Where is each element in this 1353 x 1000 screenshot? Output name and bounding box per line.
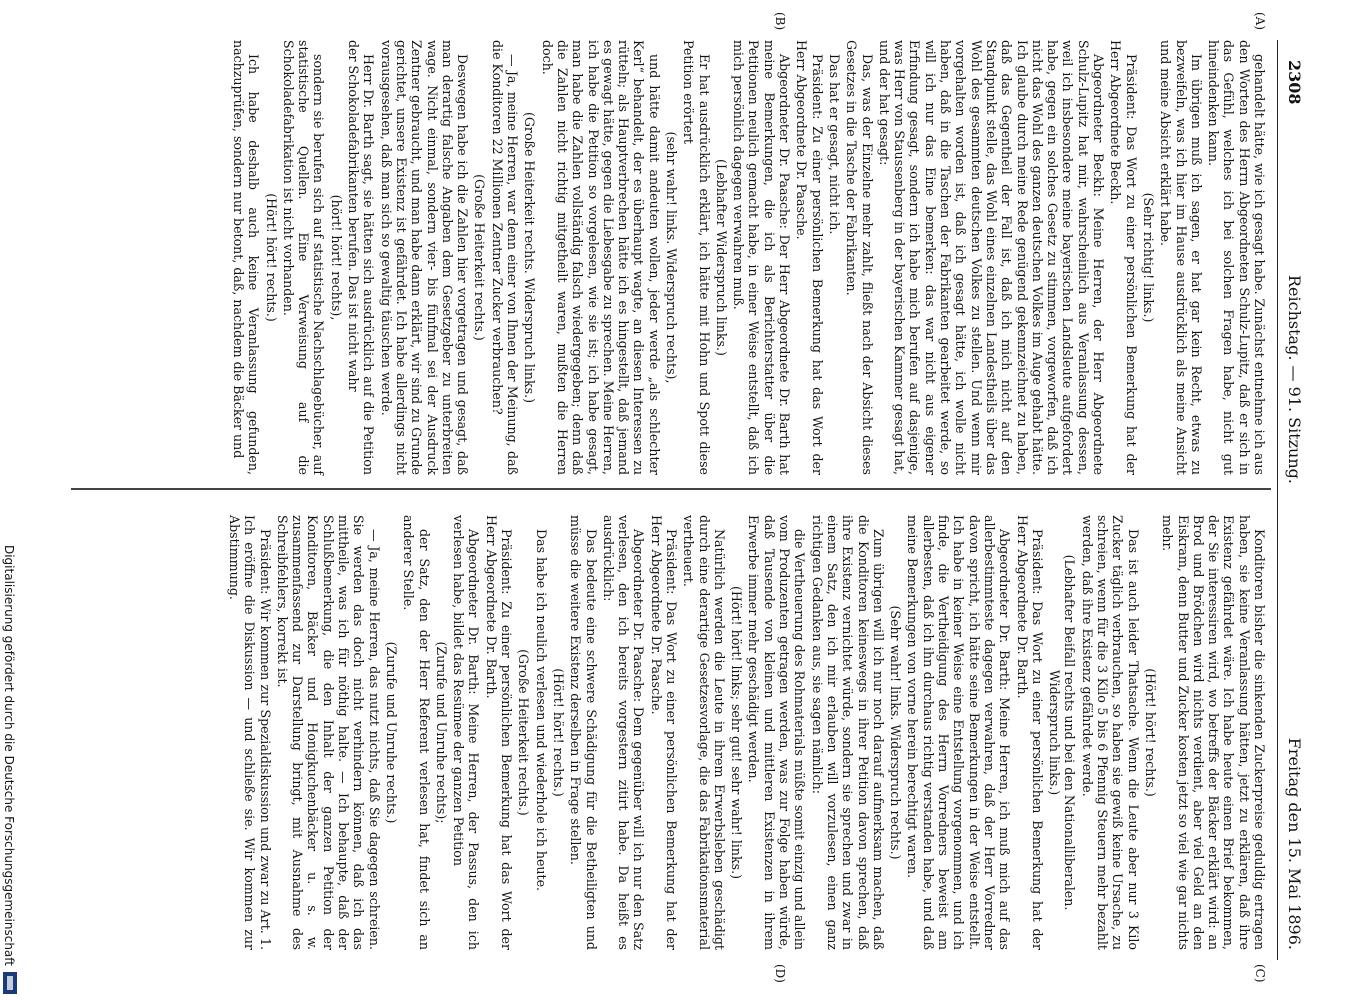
interjection: (Hört! hört! links; sehr gut! sehr wahr! links.) bbox=[729, 585, 745, 880]
interjection: (Hört! hört! rechts.) bbox=[550, 668, 566, 797]
paragraph: Herr Dr. Barth sagt, sie hätten sich ausdrücklich auf die Petition der Schokoladefabrikanten berufen. Das ist nicht wahr bbox=[346, 40, 377, 475]
paragraph: Konditoren bisher die sinkenden Zuckerpreise geduldig ertragen haben, sie keine Veranlassung hätten, jetzt zu erklären, daß ihre Existenz gefährdet wäre. Ich habe heute einen Brief bekommen, der Sie interessiren wird, wo betreffs der Bäcker erklärt wird: an Brod und Brödchen wird nichts verdient, aber viel Geld an den Eiskram, denn Butter und Zucker kosten jetzt so viel wie gar nichts mehr. bbox=[1160, 515, 1267, 950]
paragraph: Das hat er gesagt, nicht ich. bbox=[826, 54, 842, 235]
paragraph: — Ja, meine Herren, war denn einer von Ihnen der Meinung, daß die Konditoren 22 Millionen Zentner Zucker verbrauchen? bbox=[489, 40, 521, 475]
paragraph: Zum übrigen will ich nur noch darauf aufmerksam machen, daß die Konditoren keineswegs in ihrer Petition davon sprechen, daß ihre Existenz vernichtet würde, sondern sie sprechen und zwar in einem Satz, den ich mir erlauben will vorzulesen, einen ganz richtigen Gedanken aus, sie sagen nämlich: bbox=[809, 515, 886, 950]
paragraph: gehandelt hätte, wie ich gesagt habe. Zunächst entnehme ich aus den Worten des Herrn Abgeordneten Schulz-Lupitz, daß er sich in das Gefühl, welches ich bei solchen Fragen habe, nicht gut hineindenken kann. bbox=[1206, 40, 1267, 475]
margin-marker-d: (D) bbox=[773, 964, 787, 983]
paragraph: Präsident: Das Wort zu einer persönlichen Bemerkung hat der Herr Abgeordnete Dr. Barth. bbox=[1014, 515, 1045, 950]
paragraph: Abgeordneter Dr. Barth: Meine Herren, ich muß mich auf das allerbestimmteste dagegen verwahren, daß der Herr Vorredner davon spricht, ich hätte seine Bemerkungen in der Weise entstellt. Ich habe in keiner Weise eine Entstellung vorgenommen, und ich finde, die Vertheidigung des Herrn Vorredners beweist am allerbesten, daß ich ihn durchaus richtig verstanden habe, und daß meine Bemerkungen von vorne herein berechtigt waren. bbox=[905, 515, 1013, 950]
paragraph: Ich habe deshalb auch keine Veranlassung gefunden, nachzuprüfen, sondern nur betont, daß, nachdem die Bäcker und bbox=[231, 40, 262, 475]
interjection: (Hört! hört! rechts.) bbox=[263, 193, 279, 322]
paragraph: Präsident: Das Wort zu einer persönlichen Bemerkung hat der Herr Abgeordnete Beckh. bbox=[1108, 40, 1139, 475]
interjection: (Zurufe und Unruhe rechts.) bbox=[383, 641, 399, 824]
paragraph: Präsident: Das Wort zu einer persönlichen Bemerkung hat der Herr Abgeordnete Dr. Paasche. bbox=[648, 515, 680, 950]
interjection: (Große Heiterkeit rechts.) bbox=[472, 174, 488, 341]
paragraph: Abgeordneter Dr. Paasche: Dem gegenüber will ich nur den Satz verlesen, den ich bereits vorgestern zitirt habe. Da heißt es ausdrücklich: bbox=[600, 515, 647, 950]
paragraph: der Satz, den der Herr Referent verlesen hat, findet sich an anderer Stelle. bbox=[401, 515, 432, 950]
interjection: (Zurufe und Unruhe rechts); bbox=[433, 641, 449, 824]
margin-marker-c: (C) bbox=[1253, 964, 1267, 983]
column-divider bbox=[71, 488, 1271, 490]
digitization-credit: Digitalisierung gefördert durch die Deutsche Forschungsgemeinschaft bbox=[2, 544, 16, 966]
interjection: (Sehr wahr! links. Widerspruch rechts.) bbox=[888, 605, 904, 860]
interjection: (Große Heiterkeit rechts.) bbox=[516, 649, 532, 816]
page-number: 2308 bbox=[1285, 60, 1304, 105]
margin-marker-a: (A) bbox=[1253, 12, 1267, 31]
interjection: (Hört! hört! rechts.) bbox=[1142, 668, 1158, 797]
page-footer bbox=[0, 0, 18, 1000]
interjection: (Lebhafter Beifall rechts und bei den Nationalliberalen. Widerspruch links.) bbox=[1047, 554, 1078, 911]
paragraph: Er hat ausdrücklich erklärt, ich hätte mit Hohn und Spott diese Petition erörtert bbox=[681, 40, 712, 475]
left-column bbox=[229, 40, 1267, 475]
session-date: Freitag den 15. Mai 1896. bbox=[1285, 737, 1304, 950]
paragraph: Abgeordneter Dr. Barth: Meine Herren, der Passus, den ich verlesen habe, bildet das Resümee der ganzen Petition bbox=[451, 515, 482, 950]
quotation: Das, was der Einzelne mehr zahlt, fließt nach der Absicht dieses Gesetzes in die Tasche der Fabrikanten. bbox=[844, 40, 875, 475]
paragraph: Präsident: Zu einer persönlichen Bemerkung hat das Wort der Herr Abgeordnete Dr. Paasche. bbox=[794, 40, 825, 475]
quotation: Das bedeute eine schwere Schädigung für die Betheiligten und müsse die weitere Existenz derselben in Frage stellen. bbox=[568, 515, 599, 950]
paragraph: Natürlich werden die Leute in ihrem Erwerbsleben geschädigt durch eine derartige Gesetzesvorlage, die das Fabrikationsmaterial vertheuert. bbox=[681, 515, 727, 950]
paragraph: Präsident: Wir kommen zur Spezialdiskussion und zwar zu Art. 1. Ich eröffne die Diskussion — und schließe sie. Wir kommen zur Abstimmung. bbox=[227, 515, 273, 950]
paragraph: sondern sie berufen sich auf statistische Nachschlagebücher, auf statistische Quellen. Eine Verweisung auf die Schokoladefabrikation ist nicht vorhanden. bbox=[280, 40, 327, 475]
paragraph: Im übrigen muß ich sagen, er hat gar kein Recht, etwas zu bezweifeln, was ich hier im Hause ausdrücklich als meine Ansicht und meine Absicht erklärt habe. bbox=[1158, 40, 1204, 475]
interjection: (hört! hört! rechts), bbox=[328, 194, 344, 321]
interjection: (sehr wahr! links. Widerspruch rechts), bbox=[664, 131, 680, 384]
paragraph: Abgeordneter Dr. Paasche: Der Herr Abgeordnete Dr. Barth hat meine Bemerkungen, die ich als Berichterstatter über die Petitionen neulich gemacht habe, in einer Weise entstellt, daß ich mich persönlich dagegen verwahren muß. bbox=[731, 40, 793, 475]
interjection: (Lebhafter Widerspruch links.) bbox=[713, 159, 729, 356]
paragraph: Abgeordneter Beckh: Meine Herren, der Herr Abgeordnete Schulz-Lupitz hat mir, wahrscheinlich aus Veranlassung dessen, weil ich insbesondere meine bayerischen Landsleute aufgefordert habe, gegen ein solches Gesetz zu stimmen, vorgeworfen, daß ich nicht das Wohl des ganzen deutschen Volkes im Auge gehabt hätte. Ich glaube durch meine Rede genügend gekennzeichnet zu haben, daß das Gegentheil der Fall ist, daß ich mich nicht auf den Standpunkt stelle, das Wohl eines einzelnen Landestheils über das Wohl des gesammten deutschen Volkes zu stellen. Und wenn mir vorgehalten worden ist, daß ich gesagt hätte, ich wolle nicht haben, daß in die Taschen der Fabrikanten gearbeitet werde, so will ich nur das Eine bemerken: das war nicht aus eigener Erfindung gesagt, sondern ich habe mich berufen auf dasjenige, was Herr von Staussenberg in der bayerischen Kammer gesagt hat, und der hat gesagt: bbox=[876, 40, 1107, 475]
paragraph: Das habe ich neulich verlesen und wiederhole ich heute. bbox=[533, 529, 549, 892]
page-header bbox=[1277, 40, 1308, 960]
paragraph: und hätte damit andeuten wollen, jeder werde „als schlechter Kerl“ behandelt, der es überhaupt wagte, an diesen Interessen zu rütteln; als Hauptverbrechen hätte ich es hingestellt, daß jemand es gewagt hätte, gegen die Liebesgabe zu sprechen. Meine Herren, ich habe die Petition so vorgelesen, wie sie ist; ich habe gesagt, man habe die Zahlen vollständig falsch wiedergegeben; denn daß die Zahlen nicht richtig mitgetheilt waren, mußten die Herren doch. bbox=[539, 40, 662, 475]
dfg-logo bbox=[3, 972, 17, 994]
session-title: Reichstag. — 91. Sitzung. bbox=[1285, 275, 1304, 484]
quotation: die Vertheuerung des Rohmaterials müßte somit einzig und allein vom Produzenten getragen werden, was zur Folge haben würde, daß Tausende von kleinen und mittleren Existenzen in ihrem Erwerbe immer mehr geschädigt werden. bbox=[746, 515, 808, 950]
paragraph: Deswegen habe ich die Zahlen hier vorgetragen und gesagt, daß man derartig falsche Angaben dem Gesetzgeber zu unterbreiten wage. Nicht einmal, sondern vier- bis fünfmal sei der Ausdruck Zentner gebraucht, und man habe dann erklärt, wir sind zu Grunde gerichtet, unsere Existenz ist gefährdet. Ich habe allerdings nicht vorausgesehen, daß man sich so gewaltig täuschen werde. bbox=[378, 40, 471, 475]
paragraph: Das ist auch leider Thatsache. Wenn die Leute aber nur 3 Kilo Zucker täglich verbrauchen, so haben sie gewiß keine Ursache, zu schreien, wenn für die 3 Kilo 5 bis 6 Pfennig Steuern mehr bezahlt werden, daß ihre Existenz gefährdet werde. bbox=[1079, 515, 1141, 950]
right-column bbox=[225, 515, 1267, 950]
margin-marker-b: (B) bbox=[773, 12, 787, 31]
paragraph: — Ja, meine Herren, das nutzt nichts, daß Sie dagegen schreien. Sie werden das doch nicht verhindern können, daß ich das mittheile, was ich für nöthig halte. — Ich behaupte, daß der Schlußbemerkung, die den Inhalt der ganzen Petition der Konditoren, Bäcker und Honigkuchenbäcker u. s. w. zusammenfassend zur Darstellung bringt, mit Ausnahme des Schreibfehlers, korrekt ist. bbox=[274, 515, 382, 950]
interjection: (Große Heiterkeit rechts. Widerspruch links.) bbox=[522, 111, 538, 404]
interjection: (Sehr richtig! links.) bbox=[1140, 192, 1156, 323]
paragraph: Präsident: Zu einer persönlichen Bemerkung hat das Wort der Herr Abgeordnete Dr. Barth. bbox=[483, 515, 515, 950]
